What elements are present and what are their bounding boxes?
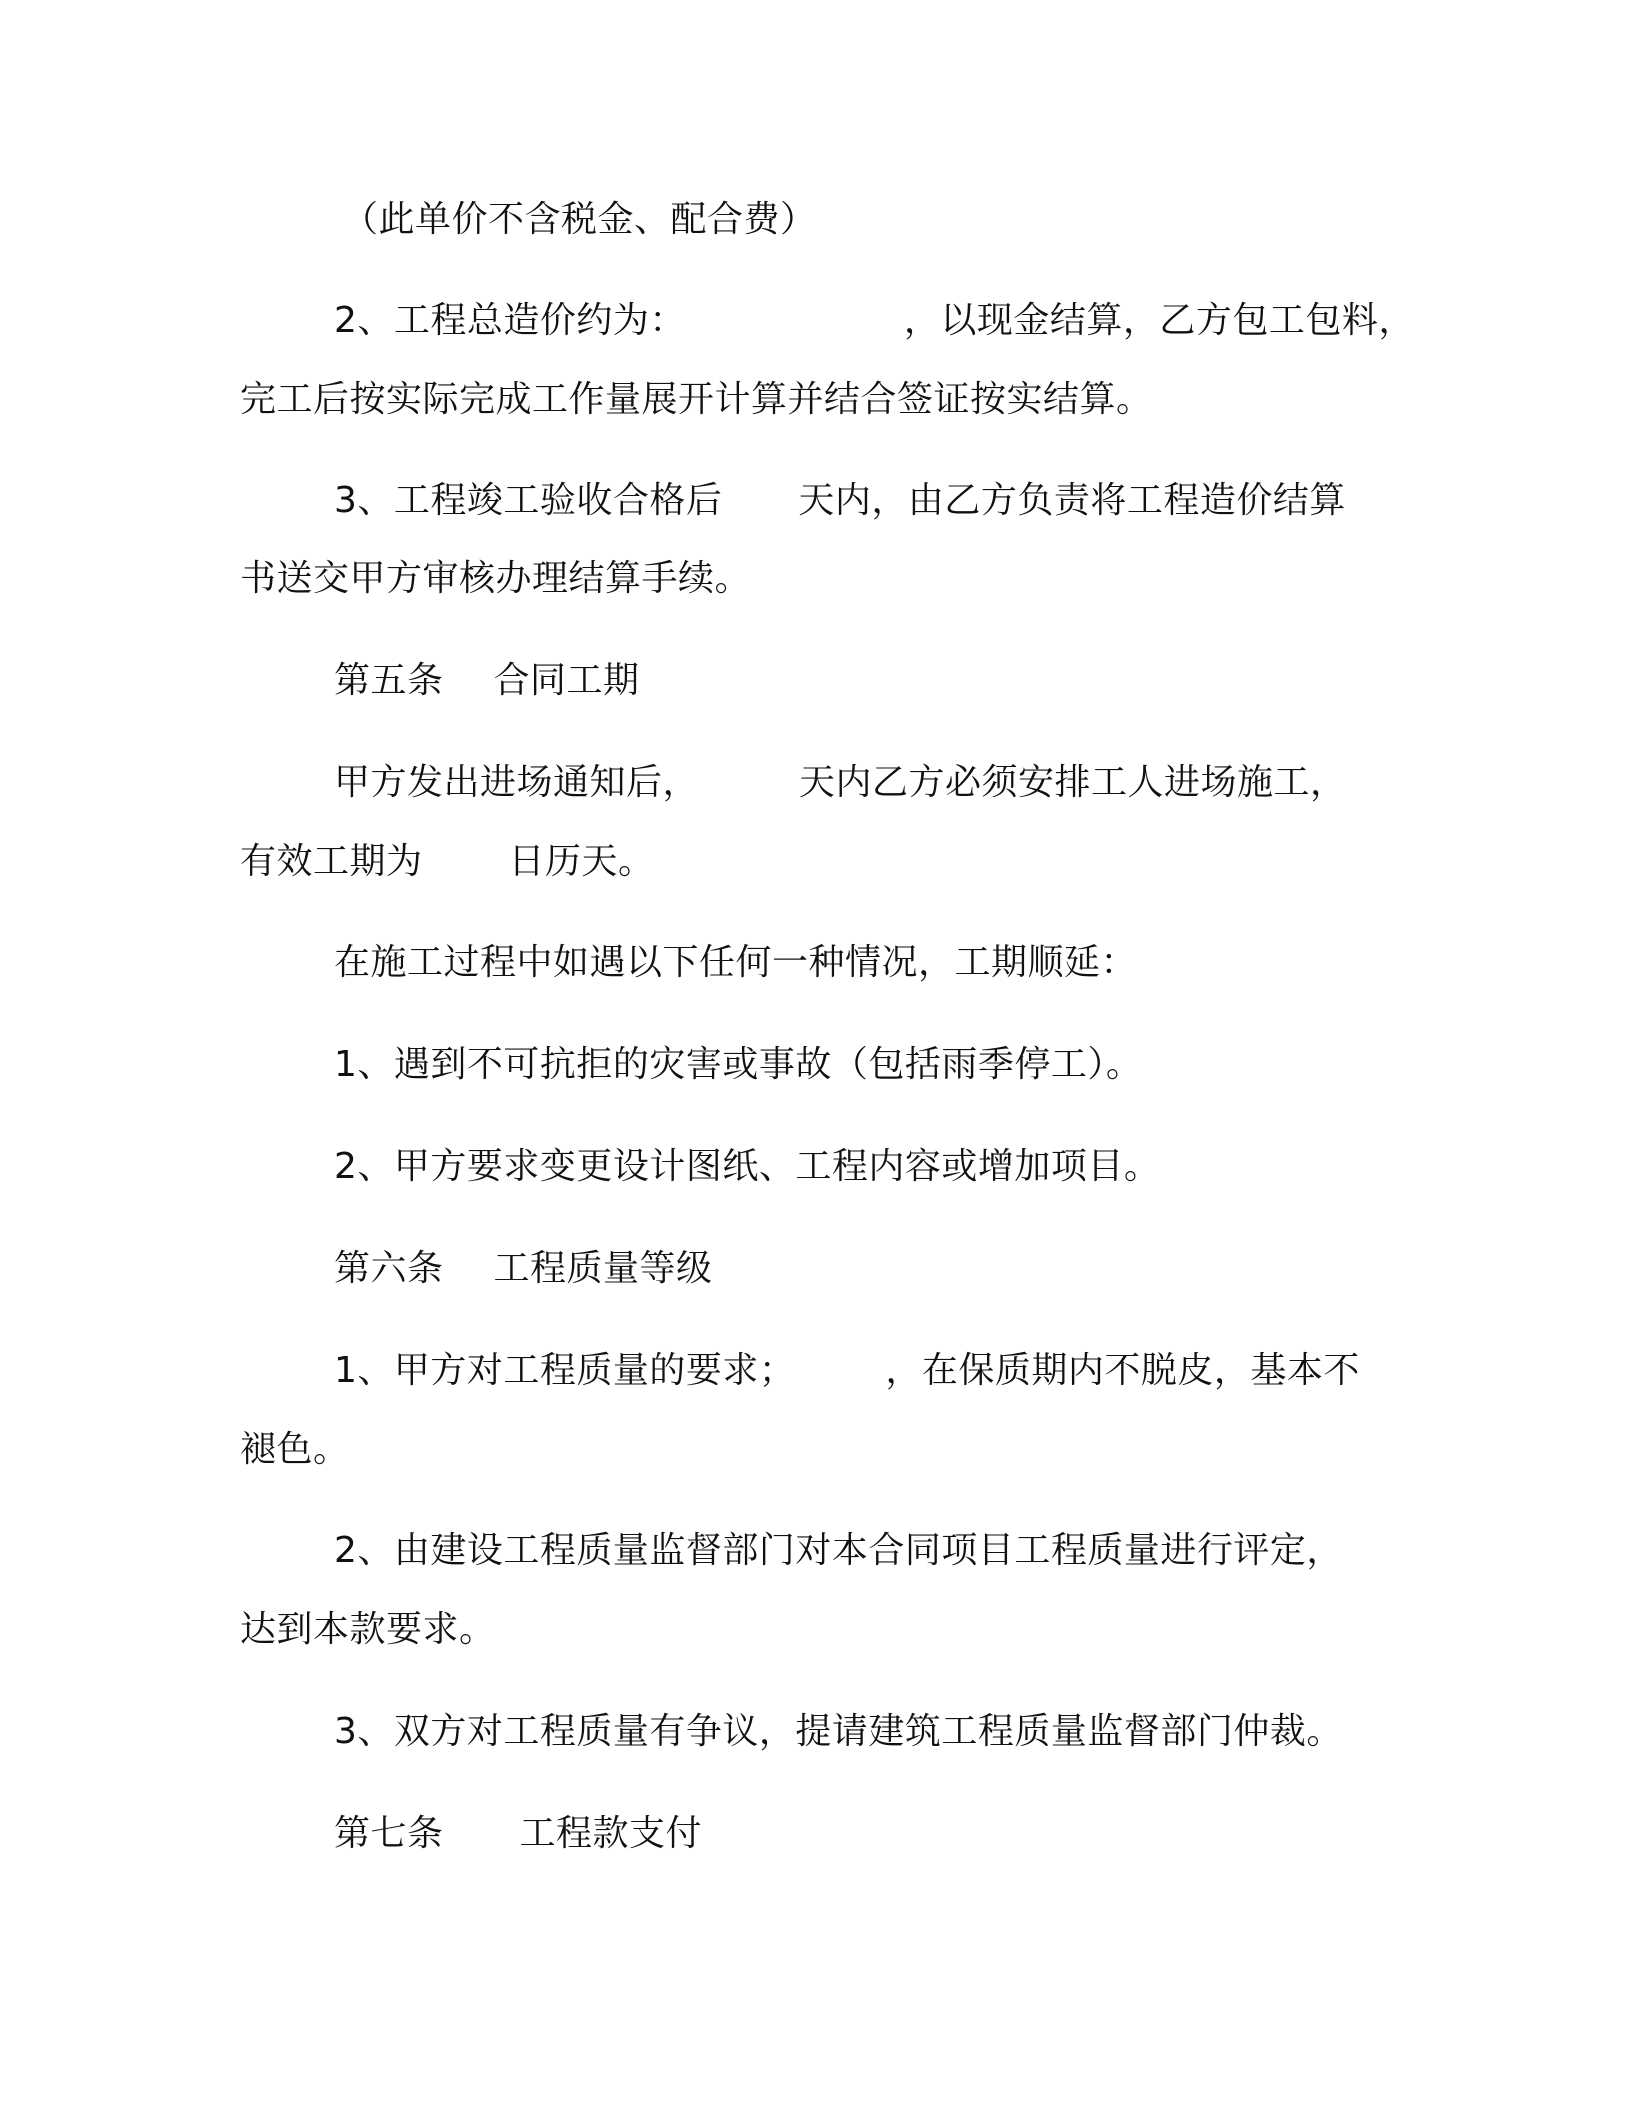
article-6-heading <box>334 1245 713 1293</box>
quality-requirement-label: 1、甲方对工程质量的要求； <box>334 1350 796 1391</box>
quality-item-2-text: 2、由建设工程质量监督部门对本合同项目工程质量进行评定， <box>334 1530 1343 1571</box>
acceptance-line-2 <box>240 555 751 603</box>
article-7-title: 工程款支付 <box>519 1813 703 1854</box>
entry-line-2 <box>240 838 655 886</box>
entry-terms: 天内乙方必须安排工人进场施工， <box>799 762 1347 803</box>
delay-item-1-text: 1、遇到不可抗拒的灾害或事故（包括雨季停工）。 <box>334 1044 1143 1085</box>
price-note <box>342 196 817 244</box>
article-5-title: 合同工期 <box>493 660 640 701</box>
article-6-number: 第六条 <box>334 1248 444 1289</box>
delay-item-1 <box>334 1041 1142 1089</box>
acceptance-line <box>334 477 1346 525</box>
article-5-number: 第五条 <box>334 660 444 701</box>
quality-requirement-terms: ，在保质期内不脱皮，基本不 <box>885 1350 1360 1391</box>
quality-item-3 <box>334 1708 1343 1756</box>
quality-item-2-end: 达到本款要求。 <box>240 1609 496 1650</box>
quality-item-3-text: 3、双方对工程质量有争议，提请建筑工程质量监督部门仲裁。 <box>334 1711 1343 1752</box>
delay-item-2-text: 2、甲方要求变更设计图纸、工程内容或增加项目。 <box>334 1146 1161 1187</box>
price-note-text: （此单价不含税金、配合费） <box>342 199 817 240</box>
delay-intro-text: 在施工过程中如遇以下任何一种情况，工期顺延： <box>334 942 1138 983</box>
total-price-label: 2、工程总造价约为： <box>334 300 686 341</box>
acceptance-terms: 天内，由乙方负责将工程造价结算 <box>798 480 1346 521</box>
delay-item-2 <box>334 1143 1160 1191</box>
article-6-title: 工程质量等级 <box>493 1248 713 1289</box>
acceptance-label: 3、工程竣工验收合格后 <box>334 480 723 521</box>
quality-item-1 <box>334 1347 1360 1395</box>
quality-requirement-end: 褪色。 <box>240 1429 350 1470</box>
quality-item-2 <box>334 1527 1343 1575</box>
duration-unit: 日历天。 <box>508 841 655 882</box>
entry-notice: 甲方发出进场通知后， <box>334 762 700 803</box>
entry-line <box>334 759 1347 807</box>
acceptance-submit: 书送交甲方审核办理结算手续。 <box>240 558 752 599</box>
article-5-heading <box>334 657 640 705</box>
quality-item-1-line-2 <box>240 1426 350 1474</box>
delay-intro <box>334 939 1137 987</box>
total-price-terms: ，以现金结算，乙方包工包料， <box>903 300 1415 341</box>
article-7-heading <box>334 1810 702 1858</box>
duration-label: 有效工期为 <box>240 841 423 882</box>
total-price-line-2 <box>240 376 1153 424</box>
quality-item-2-line-2 <box>240 1606 496 1654</box>
total-price-settlement: 完工后按实际完成工作量展开计算并结合签证按实结算。 <box>240 379 1153 420</box>
total-price-line <box>334 297 1415 345</box>
article-7-number: 第七条 <box>334 1813 444 1854</box>
